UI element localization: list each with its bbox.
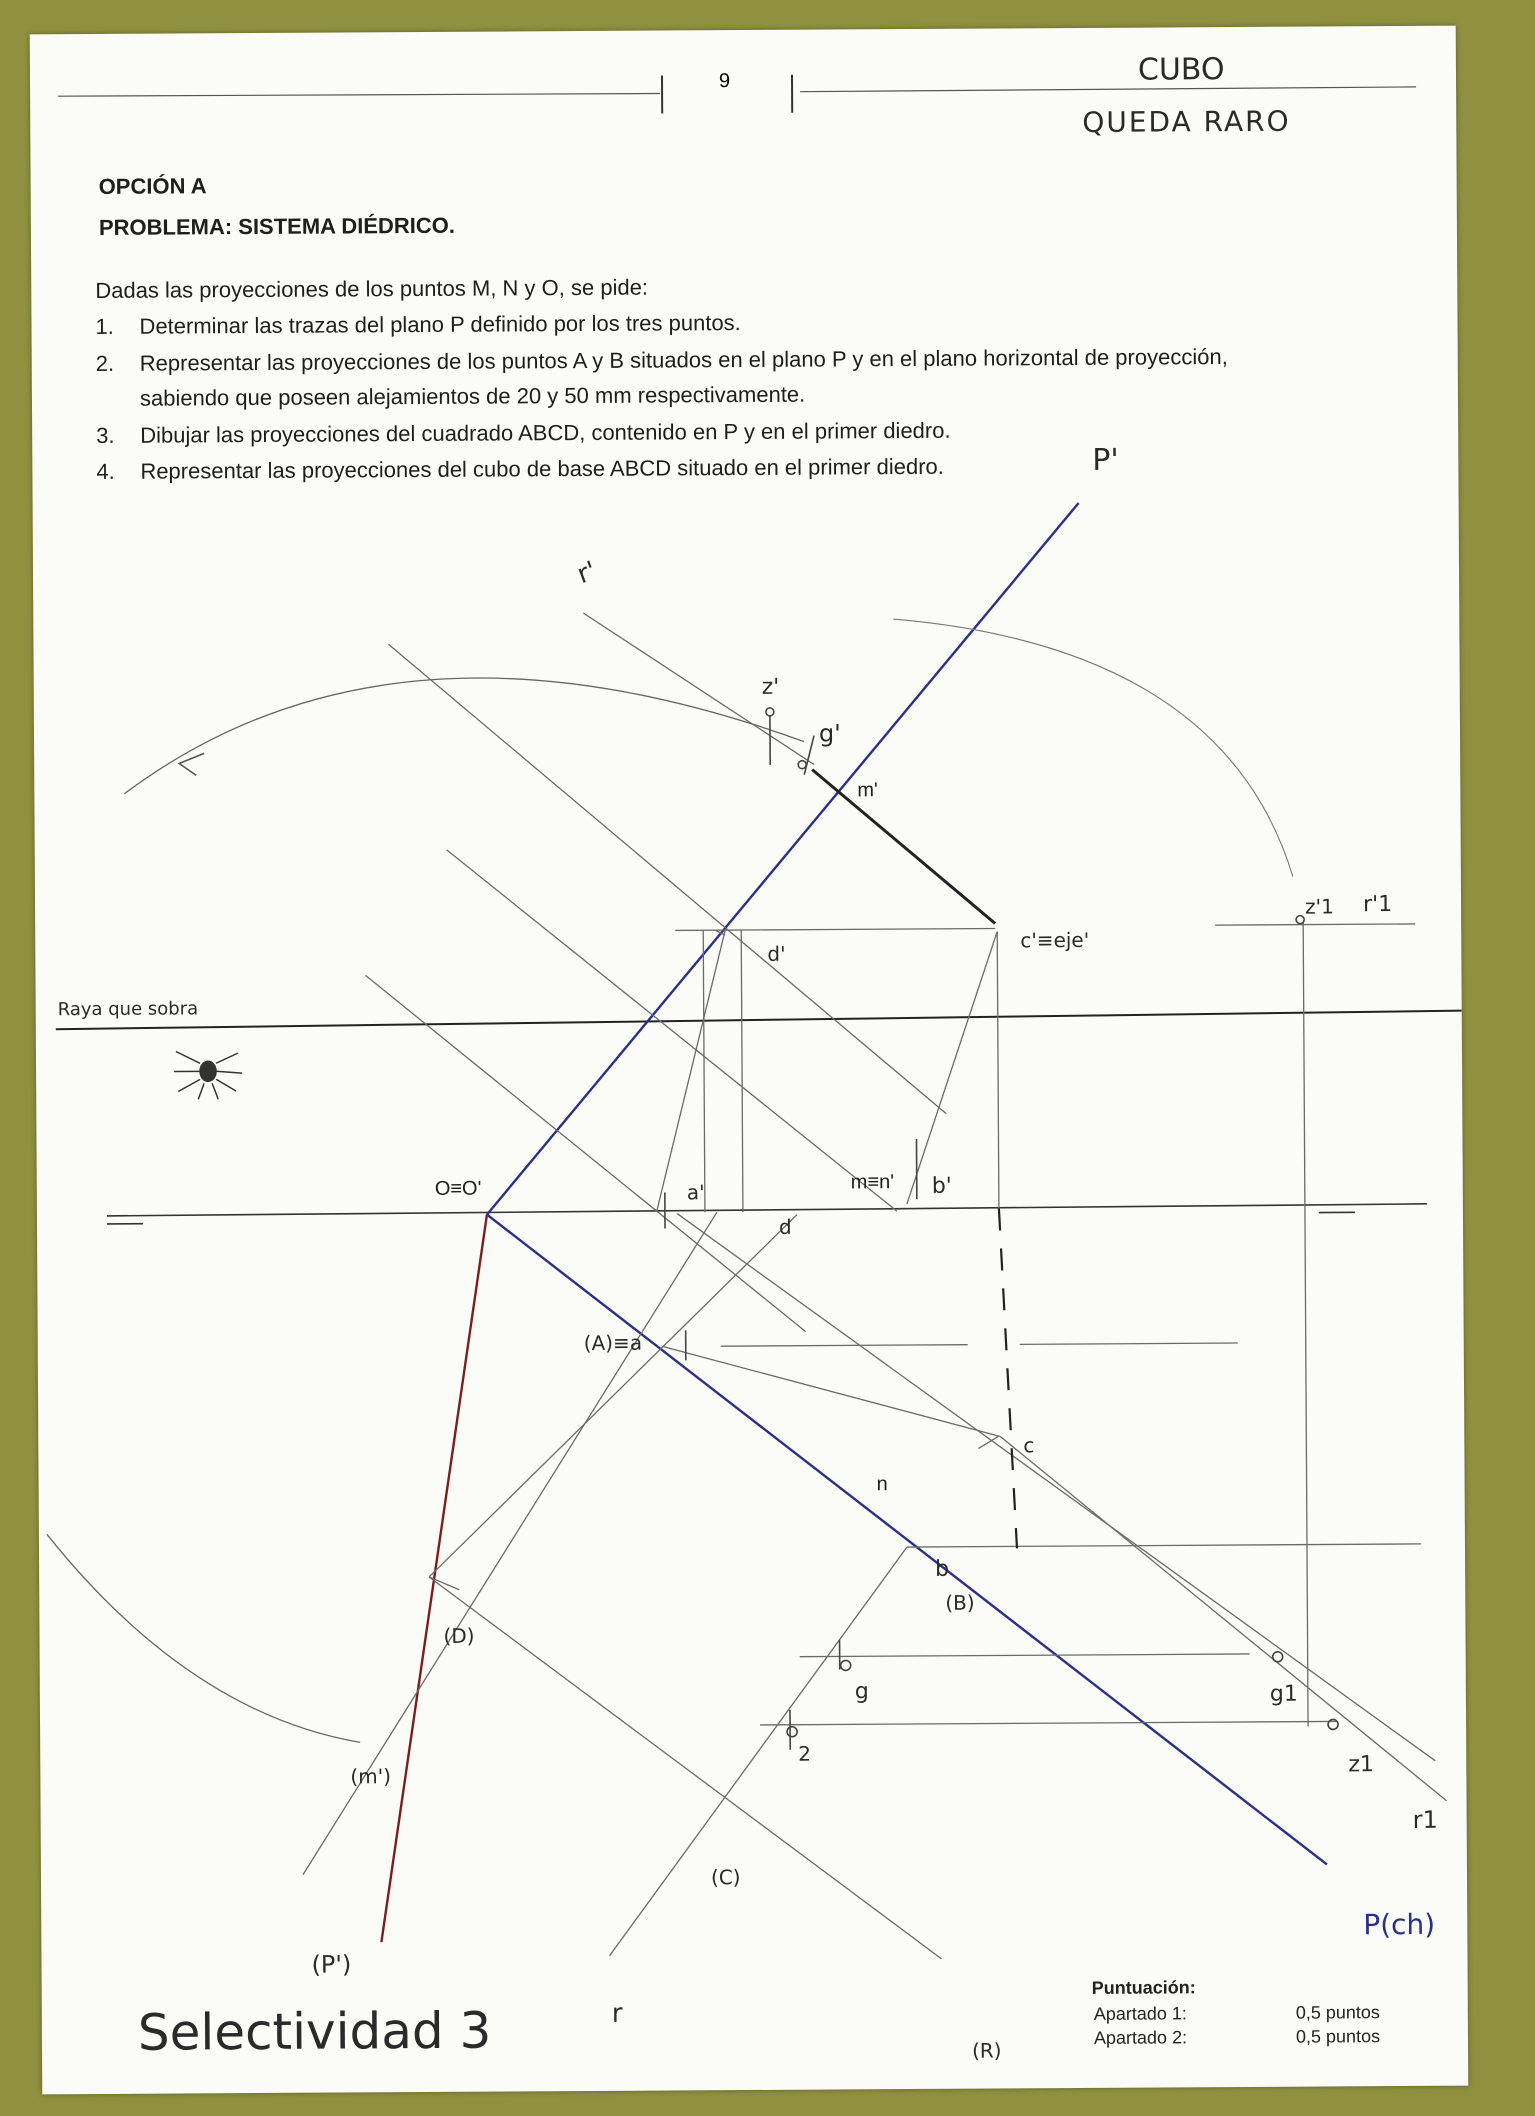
label-o: O≡O' bbox=[434, 1177, 482, 1200]
rotation-arc-upper bbox=[124, 676, 805, 794]
rotation-arc-lower bbox=[47, 1532, 360, 1744]
extra-ground-line bbox=[56, 1011, 1462, 1030]
problem-title: PROBLEMA: SISTEMA DIÉDRICO. bbox=[98, 212, 456, 240]
statement-intro: Dadas las proyecciones de los puntos M, N y O, se pide: bbox=[95, 274, 649, 303]
label-r-prime: r' bbox=[573, 555, 601, 591]
label-g-prime: g' bbox=[818, 719, 841, 748]
label-g1: g1 bbox=[1269, 1681, 1298, 1707]
label-A-a: (A)≡a bbox=[583, 1330, 643, 1356]
rotation-arc-right bbox=[893, 617, 1293, 879]
label-a-prime: a' bbox=[686, 1180, 705, 1205]
label-d-prime: d' bbox=[767, 941, 786, 966]
scoring-label-1: Apartado 1: bbox=[1093, 2003, 1187, 2024]
handwritten-note-queda-raro: QUEDA RARO bbox=[1082, 104, 1291, 139]
item-text: Representar las proyecciones de los puntos A y B situados en el plano P y en el plano horizontal de proyección, bbox=[139, 344, 1228, 376]
handwritten-note-cubo: CUBO bbox=[1137, 52, 1225, 88]
item-number: 4. bbox=[96, 458, 115, 484]
item-number: 2. bbox=[95, 350, 115, 376]
label-c: c bbox=[1023, 1433, 1035, 1458]
label-d: d bbox=[778, 1214, 792, 1239]
scoring-value-2: 0,5 puntos bbox=[1295, 2026, 1381, 2047]
label-g: g bbox=[854, 1679, 869, 1705]
label-b-prime: b' bbox=[931, 1173, 952, 1199]
label-R: (R) bbox=[971, 2038, 1002, 2063]
label-m-paren: (m') bbox=[350, 1764, 392, 1789]
label-r1: r1 bbox=[1412, 1805, 1438, 1834]
label-P-prime: P' bbox=[1092, 442, 1119, 478]
statement-item-1 bbox=[95, 310, 740, 340]
label-n: n bbox=[876, 1473, 888, 1496]
label-P-ch: P(ch) bbox=[1363, 1907, 1436, 1942]
label-B: (B) bbox=[945, 1590, 975, 1615]
option-title: OPCIÓN A bbox=[98, 173, 207, 199]
item-number: 3. bbox=[96, 422, 115, 448]
label-D: (D) bbox=[443, 1623, 475, 1648]
label-m-n-prime: m≡n' bbox=[850, 1171, 895, 1194]
item-text: Determinar las trazas del plano P definido por los tres puntos. bbox=[139, 310, 741, 339]
segment-g-c bbox=[812, 768, 995, 924]
header-rule-left bbox=[58, 93, 660, 98]
spider-doodle bbox=[174, 1051, 242, 1099]
header-rule-right bbox=[800, 87, 1416, 92]
label-z-prime: z' bbox=[761, 674, 780, 700]
arc-arrow bbox=[179, 753, 204, 775]
plane-trace-vertical bbox=[483, 503, 1083, 1215]
label-C: (C) bbox=[710, 1865, 741, 1890]
statement-item-2-cont bbox=[96, 382, 805, 412]
label-2: 2 bbox=[798, 1741, 812, 1766]
label-P-paren: (P') bbox=[311, 1950, 352, 1979]
page-number: 9 bbox=[718, 70, 731, 93]
label-r: r bbox=[611, 1998, 623, 2029]
ground-line bbox=[107, 1204, 1427, 1216]
label-r1-prime: r'1 bbox=[1362, 892, 1393, 918]
label-raya-que-sobra: Raya que sobra bbox=[57, 998, 199, 1021]
item-number: 1. bbox=[95, 313, 114, 339]
item-text: Representar las proyecciones del cubo de base ABCD situado en el primer diedro. bbox=[140, 453, 944, 484]
label-z1: z1 bbox=[1348, 1752, 1374, 1778]
label-c-prime-eje: c'≡eje' bbox=[1020, 927, 1090, 953]
scoring-value-1: 0,5 puntos bbox=[1295, 2002, 1380, 2023]
plane-trace-horizontal bbox=[487, 1209, 1327, 1869]
label-b: b bbox=[935, 1556, 950, 1582]
handwritten-selectividad: Selectividad 3 bbox=[137, 2001, 492, 2062]
label-z1-prime: z'1 bbox=[1305, 894, 1334, 919]
statement-item-4 bbox=[96, 454, 944, 485]
item-text: sabiendo que poseen alejamientos de 20 y 50 mm respectivamente. bbox=[139, 381, 806, 411]
scoring-label-2: Apartado 2: bbox=[1093, 2027, 1188, 2048]
statement-item-3 bbox=[96, 418, 951, 449]
label-m-prime: m' bbox=[857, 779, 878, 802]
exam-sheet bbox=[30, 26, 1469, 2095]
item-text: Dibujar las proyecciones del cuadrado ABCD, contenido en P y en el primer diedro. bbox=[140, 417, 951, 448]
scoring-title: Puntuación: bbox=[1091, 1977, 1196, 1998]
axis-dashed bbox=[999, 1208, 1017, 1548]
